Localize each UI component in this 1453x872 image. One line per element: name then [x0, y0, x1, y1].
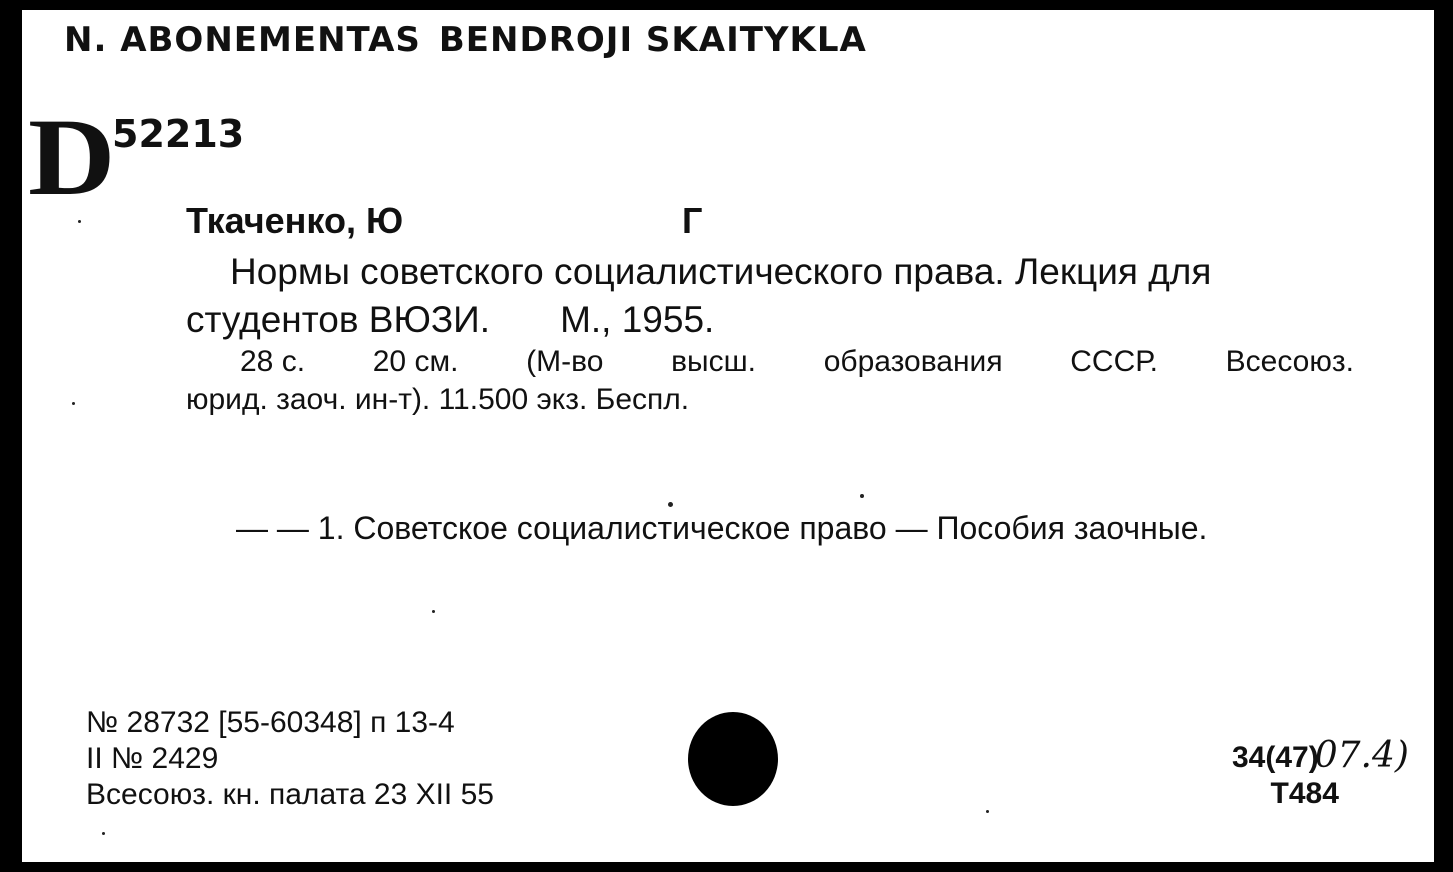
classification-code: 34(47) — [1232, 741, 1319, 774]
description-word: Всесоюз. — [1225, 345, 1354, 378]
call-number-letter: D — [28, 96, 116, 218]
author-name: Ткаченко, Ю — [186, 200, 404, 241]
speck — [78, 220, 81, 223]
description-word: 28 с. — [240, 345, 306, 378]
library-stamp — [64, 20, 867, 60]
title-line-2-text: студентов ВЮЗИ. — [186, 299, 491, 340]
author-initial: Г — [682, 200, 703, 241]
registration-line-1: № 28732 [55-60348] п 13-4 — [86, 706, 455, 739]
registration-info — [86, 705, 494, 813]
author-heading — [186, 200, 703, 242]
description-word: (М-во — [526, 345, 604, 378]
physical-description — [186, 343, 1354, 419]
description-line-2: юрид. заоч. ин-т). 11.500 экз. Беспл. — [186, 383, 690, 416]
card-punch-hole — [688, 712, 778, 806]
title-block — [186, 248, 1356, 344]
speck — [668, 502, 673, 507]
description-line-1 — [186, 343, 1354, 381]
registration-line-3: Всесоюз. кн. палата 23 XII 55 — [86, 778, 494, 811]
description-word: образования — [823, 345, 1003, 378]
handwritten-code: 07.4) — [1314, 735, 1409, 776]
classification-mark — [1232, 735, 1409, 812]
stamp-text-2: BENDROJI SKAITYKLA — [438, 20, 867, 60]
stamp-text-1: N. ABONEMENTAS — [64, 20, 421, 60]
description-word: 20 см. — [372, 345, 459, 378]
call-number-digits: 52213 — [112, 112, 245, 156]
speck — [72, 402, 75, 405]
registration-line-2: II № 2429 — [86, 742, 219, 775]
description-word: высш. — [671, 345, 756, 378]
description-word: СССР. — [1070, 345, 1158, 378]
subject-heading: — — 1. Советское социалистическое право — Пособия заочные. — [236, 510, 1208, 546]
speck — [860, 494, 864, 498]
speck — [432, 610, 435, 613]
imprint: М., 1955. — [560, 299, 715, 340]
speck — [102, 832, 105, 835]
speck — [986, 810, 989, 813]
title-line-1: Нормы советского социалистического права. Лекция для — [230, 251, 1212, 292]
author-mark: Т484 — [1270, 777, 1339, 810]
catalog-card — [22, 10, 1434, 862]
call-number — [28, 96, 245, 218]
title-line-2 — [186, 296, 1356, 344]
classification-line-1 — [1232, 735, 1409, 776]
